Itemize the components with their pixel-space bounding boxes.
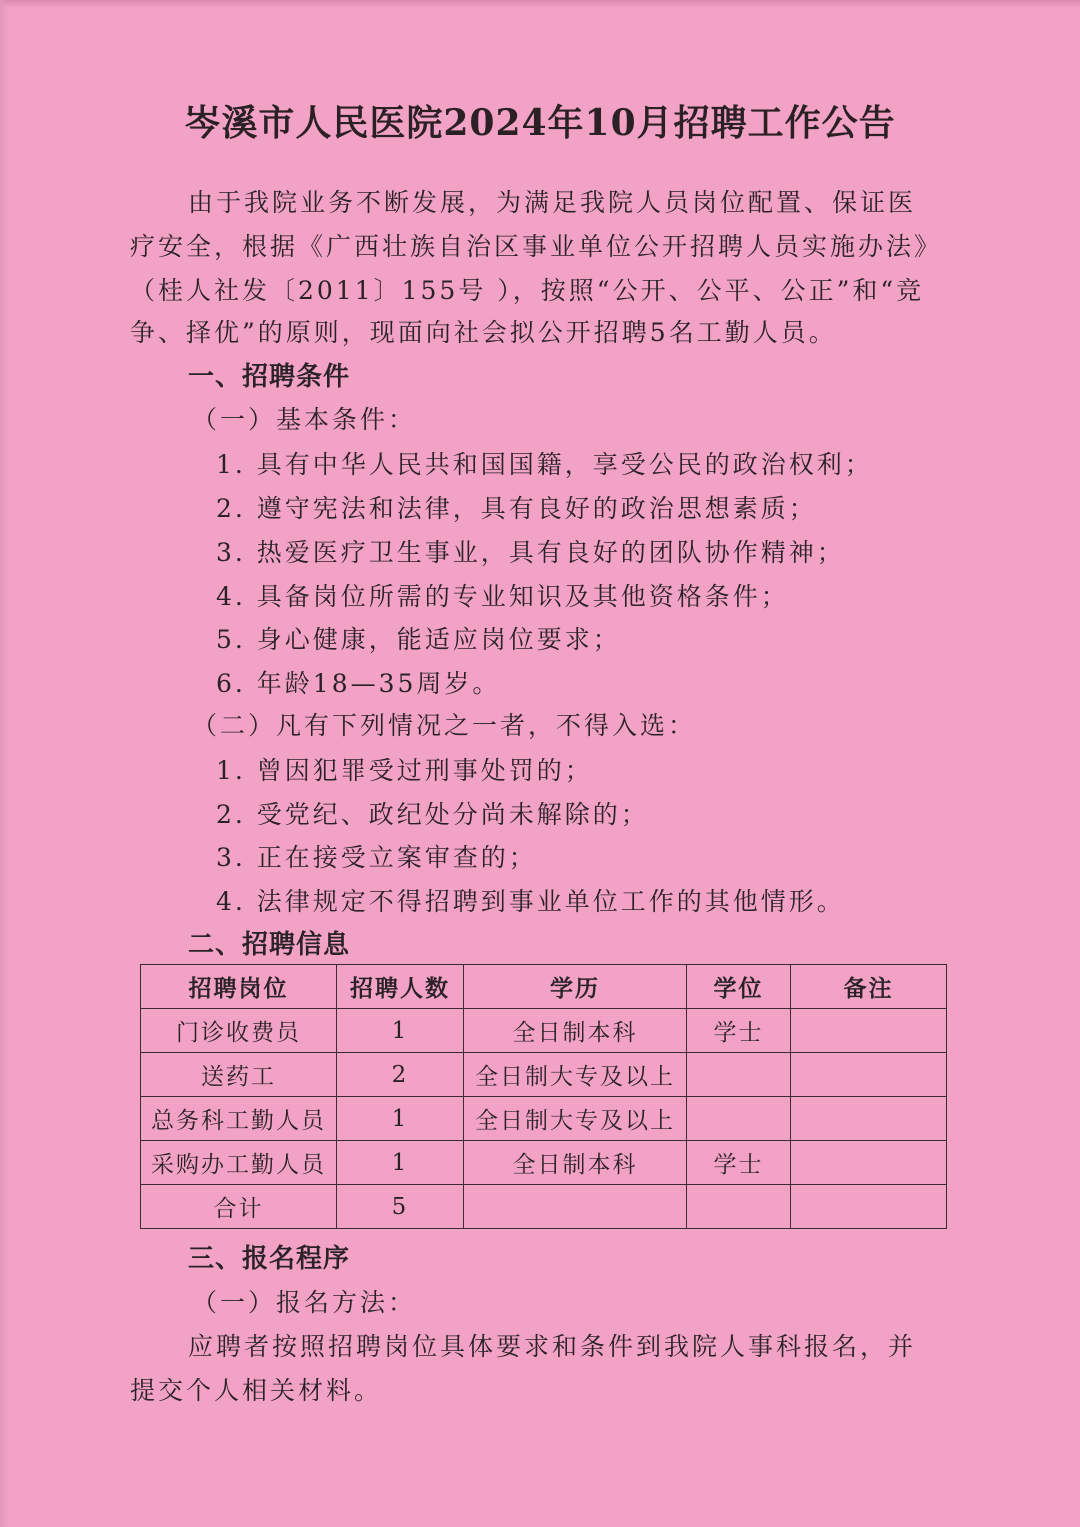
table-cell: 送药工 xyxy=(141,1053,337,1097)
section-heading-conditions: 一、招聘条件 xyxy=(188,362,351,392)
table-cell: 1 xyxy=(337,1141,464,1185)
table-cell xyxy=(687,1097,791,1141)
recruitment-table xyxy=(140,964,947,1229)
table-cell xyxy=(791,1185,947,1229)
exclusion-item: 4. 法律规定不得招聘到事业单位工作的其他情形。 xyxy=(216,887,845,916)
intro-line-2: 疗安全，根据《广西壮族自治区事业单位公开招聘人员实施办法》 xyxy=(130,232,943,261)
table-cell xyxy=(687,1053,791,1097)
exclusion-item: 1. 曾因犯罪受过刑事处罚的； xyxy=(216,756,593,785)
basic-condition-item: 6. 年龄18—35周岁。 xyxy=(216,669,501,698)
registration-line-2: 提交个人相关材料。 xyxy=(130,1376,383,1405)
table-cell xyxy=(464,1185,687,1229)
table-cell: 学士 xyxy=(687,1141,791,1185)
registration-line-1: 应聘者按照招聘岗位具体要求和条件到我院人事科报名，并 xyxy=(188,1332,917,1361)
table-header-cell: 备注 xyxy=(791,965,947,1009)
table-row xyxy=(141,1009,947,1053)
table-header-row xyxy=(141,965,947,1009)
exclusion-item: 3. 正在接受立案审查的； xyxy=(216,843,537,872)
table-row xyxy=(141,1053,947,1097)
subheading-registration-method: （一）报名方法： xyxy=(192,1288,417,1317)
section-heading-info: 二、招聘信息 xyxy=(188,930,351,960)
table-header-cell: 学历 xyxy=(464,965,687,1009)
intro-line-1: 由于我院业务不断发展，为满足我院人员岗位配置、保证医 xyxy=(188,188,917,217)
intro-line-4: 争、择优”的原则，现面向社会拟公开招聘5名工勤人员。 xyxy=(130,318,837,347)
table-cell xyxy=(791,1009,947,1053)
table-row xyxy=(141,1141,947,1185)
table-row xyxy=(141,1097,947,1141)
intro-line-3: （桂人社发〔2011〕155号 ），按照“公开、公平、公正”和“竞 xyxy=(130,276,925,305)
table-cell xyxy=(687,1185,791,1229)
table-cell xyxy=(791,1053,947,1097)
basic-condition-item: 2. 遵守宪法和法律，具有良好的政治思想素质； xyxy=(216,494,817,523)
table-cell: 全日制本科 xyxy=(464,1009,687,1053)
page-title: 岑溪市人民医院2024年10月招聘工作公告 xyxy=(184,102,896,144)
basic-condition-item: 1. 具有中华人民共和国国籍，享受公民的政治权利； xyxy=(216,450,873,479)
table-cell: 全日制大专及以上 xyxy=(464,1097,687,1141)
scan-edge-left xyxy=(0,0,8,1527)
exclusion-item: 2. 受党纪、政纪处分尚未解除的； xyxy=(216,800,649,829)
table-cell: 全日制大专及以上 xyxy=(464,1053,687,1097)
basic-condition-item: 5. 身心健康，能适应岗位要求； xyxy=(216,625,621,654)
table-cell: 2 xyxy=(337,1053,464,1097)
subheading-exclusions: （二）凡有下列情况之一者，不得入选： xyxy=(192,711,697,740)
table-cell: 5 xyxy=(337,1185,464,1229)
table-cell: 1 xyxy=(337,1009,464,1053)
table-header-cell: 学位 xyxy=(687,965,791,1009)
table-cell: 合计 xyxy=(141,1185,337,1229)
table-cell: 采购办工勤人员 xyxy=(141,1141,337,1185)
section-heading-registration: 三、报名程序 xyxy=(188,1244,351,1274)
scan-edge-top xyxy=(0,0,1080,8)
basic-condition-item: 3. 热爱医疗卫生事业，具有良好的团队协作精神； xyxy=(216,538,845,567)
table-cell: 门诊收费员 xyxy=(141,1009,337,1053)
table-cell: 全日制本科 xyxy=(464,1141,687,1185)
table-total-row xyxy=(141,1185,947,1229)
table-cell: 学士 xyxy=(687,1009,791,1053)
table-cell: 总务科工勤人员 xyxy=(141,1097,337,1141)
table-header-cell: 招聘人数 xyxy=(337,965,464,1009)
basic-condition-item: 4. 具备岗位所需的专业知识及其他资格条件； xyxy=(216,582,789,611)
table-cell: 1 xyxy=(337,1097,464,1141)
table-header-cell: 招聘岗位 xyxy=(141,965,337,1009)
subheading-basic: （一）基本条件： xyxy=(192,405,417,434)
table-cell xyxy=(791,1141,947,1185)
table-cell xyxy=(791,1097,947,1141)
